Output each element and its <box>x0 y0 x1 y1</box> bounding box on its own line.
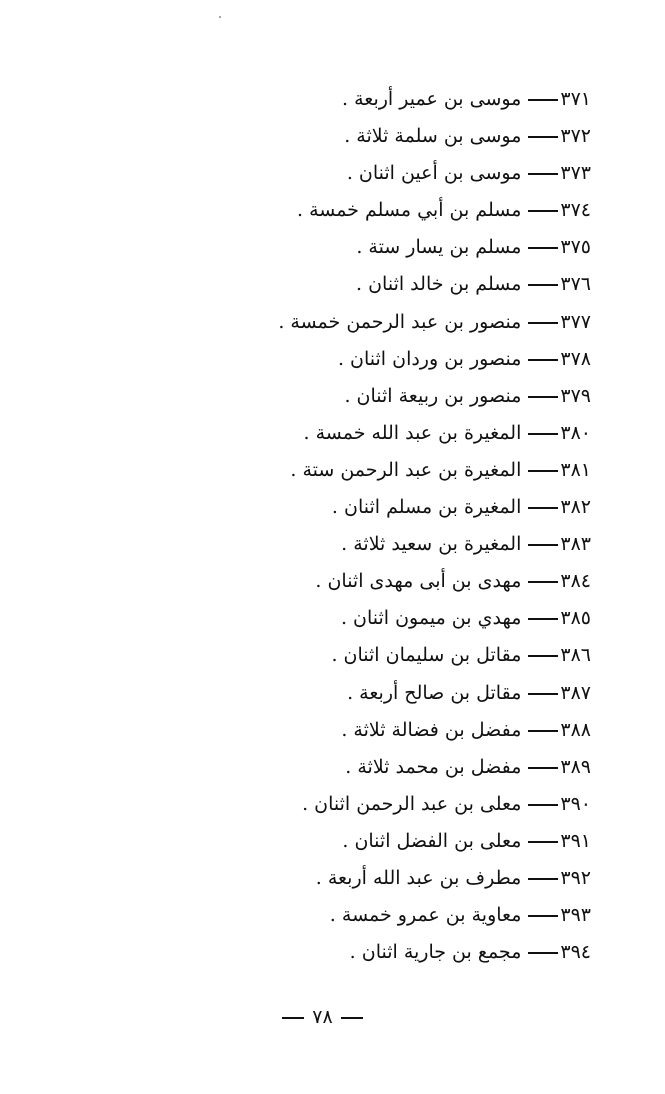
entry-dash <box>528 878 558 880</box>
entry-dash <box>528 470 558 472</box>
entry-text: معلى بن عبد الرحمن اثنان . <box>302 792 522 815</box>
entry-number: ٣٩١ <box>560 829 591 852</box>
entry-text: موسى بن سلمة ثلاثة . <box>344 125 522 148</box>
entry-text: المغيرة بن مسلم اثنان . <box>331 496 522 519</box>
entry-number: ٣٨٣ <box>560 533 591 556</box>
entry-text: مجمع بن جارية اثنان . <box>349 941 522 964</box>
entry-text: مسلم بن خالد اثنان . <box>356 273 522 296</box>
list-item <box>171 751 591 788</box>
entry-number: ٣٩٠ <box>560 792 591 815</box>
list-item <box>171 194 591 231</box>
entry-number: ٣٧٦ <box>560 273 591 296</box>
entry-number: ٣٨٩ <box>560 755 591 778</box>
list-item <box>171 788 591 825</box>
entry-dash <box>528 618 558 620</box>
list-item <box>171 714 591 751</box>
list-item <box>171 157 591 194</box>
entry-dash <box>528 99 558 101</box>
list-item <box>171 120 591 157</box>
entry-dash <box>528 284 558 286</box>
list-item <box>171 825 591 862</box>
list-item <box>171 639 591 676</box>
list-item <box>171 491 591 528</box>
entry-number: ٣٧٤ <box>560 199 591 222</box>
entry-dash <box>528 173 558 175</box>
entry-dash <box>528 322 558 324</box>
entry-number: ٣٧٧ <box>560 310 591 333</box>
scan-speck <box>219 16 221 18</box>
list-item <box>171 231 591 268</box>
entry-text: مفضل بن محمد ثلاثة . <box>345 755 522 778</box>
page-number-value: ٧٨ <box>312 1006 333 1028</box>
entry-dash <box>528 433 558 435</box>
list-item <box>171 268 591 305</box>
entry-text: مهدي بن ميمون اثنان . <box>340 607 522 630</box>
page-number-dash <box>341 1017 363 1019</box>
entry-text: معاوية بن عمرو خمسة . <box>329 904 522 927</box>
entry-text: مهدى بن أبى مهدى اثنان . <box>315 570 522 593</box>
entry-number: ٣٨١ <box>560 458 591 481</box>
entry-dash <box>528 581 558 583</box>
list-item <box>171 306 591 343</box>
page-number-dash <box>282 1017 304 1019</box>
list-item <box>171 677 591 714</box>
list-item <box>171 380 591 417</box>
entry-dash <box>528 915 558 917</box>
entry-text: منصور بن وردان اثنان . <box>337 347 522 370</box>
entry-number: ٣٨٦ <box>560 644 591 667</box>
entry-number: ٣٩٢ <box>560 866 591 889</box>
list-item <box>171 454 591 491</box>
entry-number: ٣٨٤ <box>560 570 591 593</box>
entry-dash <box>528 841 558 843</box>
entry-text: موسى بن عمير أربعة . <box>342 88 522 110</box>
entry-number: ٣٧٢ <box>560 125 591 148</box>
entry-dash <box>528 730 558 732</box>
entry-dash <box>528 767 558 769</box>
entry-number: ٣٨٠ <box>560 421 591 444</box>
entry-number: ٣٨٥ <box>560 607 591 630</box>
narrator-list <box>171 83 591 973</box>
entry-number: ٣٧٩ <box>560 384 591 407</box>
entry-dash <box>528 804 558 806</box>
entry-text: مطرف بن عبد الله أربعة . <box>315 866 522 889</box>
entry-text: مفضل بن فضالة ثلاثة . <box>341 718 522 741</box>
entry-dash <box>528 693 558 695</box>
entry-text: منصور بن عبد الرحمن خمسة . <box>278 310 522 333</box>
entry-dash <box>528 136 558 138</box>
entry-text: مقاتل بن صالح أربعة . <box>347 681 522 704</box>
entry-number: ٣٧٣ <box>560 162 591 185</box>
entry-dash <box>528 544 558 546</box>
entry-number: ٣٨٢ <box>560 496 591 519</box>
entry-dash <box>528 359 558 361</box>
entry-text: مسلم بن أبي مسلم خمسة . <box>296 199 522 222</box>
entry-text: المغيرة بن سعيد ثلاثة . <box>341 533 522 556</box>
entry-text: معلى بن الفضل اثنان . <box>342 829 522 852</box>
entry-number: ٣٧٥ <box>560 236 591 259</box>
list-item <box>171 565 591 602</box>
entry-number: ٣٨٨ <box>560 718 591 741</box>
entry-number: ٣٧١ <box>560 88 591 110</box>
page-number <box>0 1006 645 1028</box>
entry-dash <box>528 655 558 657</box>
list-item <box>171 528 591 565</box>
entry-text: المغيرة بن عبد الرحمن ستة . <box>290 458 522 481</box>
list-item <box>171 862 591 899</box>
list-item <box>171 417 591 454</box>
list-item <box>171 602 591 639</box>
entry-text: منصور بن ربيعة اثنان . <box>344 384 522 407</box>
entry-number: ٣٩٣ <box>560 904 591 927</box>
entry-text: مقاتل بن سليمان اثنان . <box>331 644 522 667</box>
entry-text: موسى بن أعين اثنان . <box>346 162 522 185</box>
entry-number: ٣٩٤ <box>560 941 591 964</box>
entry-number: ٣٨٧ <box>560 681 591 704</box>
list-item <box>171 83 591 120</box>
entry-dash <box>528 952 558 954</box>
list-item <box>171 343 591 380</box>
entry-dash <box>528 507 558 509</box>
list-item <box>171 936 591 973</box>
list-item <box>171 899 591 936</box>
entry-text: مسلم بن يسار ستة . <box>356 236 522 259</box>
entry-dash <box>528 396 558 398</box>
entry-number: ٣٧٨ <box>560 347 591 370</box>
entry-text: المغيرة بن عبد الله خمسة . <box>303 421 522 444</box>
entry-dash <box>528 210 558 212</box>
entry-dash <box>528 247 558 249</box>
